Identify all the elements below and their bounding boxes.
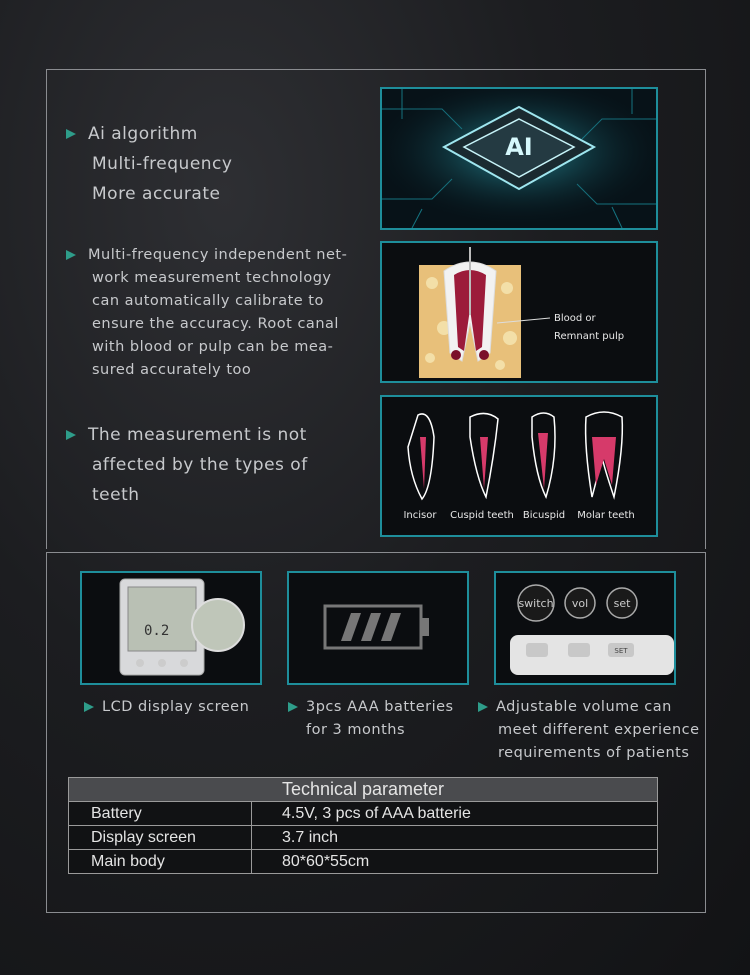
teeth-types-image [380, 395, 658, 537]
frame-right-line [705, 69, 706, 549]
bullet-icon [478, 702, 488, 712]
feature-teeth-text: The measurement is not affected by the types of teeth [66, 420, 308, 510]
table-row [69, 850, 658, 874]
bullet-icon [66, 129, 76, 139]
root-canal-image [380, 241, 658, 383]
svg-text:0.2: 0.2 [144, 623, 170, 639]
param-value: 4.5V, 3 pcs of AAA batterie [252, 802, 658, 826]
param-value: 80*60*55cm [252, 850, 658, 874]
feature-ai-text: Ai algorithm Multi-frequency More accurate [66, 119, 232, 209]
switch-label: switch [518, 597, 554, 610]
set-label: set [613, 597, 631, 610]
volume-buttons-image [494, 571, 676, 685]
table-row [69, 826, 658, 850]
frame-top-line [46, 69, 706, 70]
ai-chip-label: AI [505, 133, 533, 161]
ai-chip-image [380, 87, 658, 230]
tech-param-table [68, 777, 658, 874]
lcd-device-image [80, 571, 262, 685]
param-value: 3.7 inch [252, 826, 658, 850]
lcd-caption: LCD display screen [84, 696, 249, 719]
tooth-label-bicuspid: Bicuspid [522, 510, 566, 521]
battery-caption: 3pcs AAA batteries for 3 months [288, 696, 454, 742]
frame-left-line [46, 69, 47, 549]
volume-caption: Adjustable volume can meet different experience requirements of patients [478, 696, 700, 765]
battery-image [287, 571, 469, 685]
frame-bottom-line [46, 912, 706, 913]
param-key: Display screen [69, 826, 252, 850]
battery-icon [289, 573, 467, 683]
param-key: Main body [69, 850, 252, 874]
tech-param-title: Technical parameter [69, 778, 658, 802]
vol-label: vol [571, 597, 589, 610]
frame-mid-line [46, 552, 706, 553]
incisor-icon [408, 414, 434, 499]
tooth-label-cuspid: Cuspid teeth [450, 510, 514, 521]
tooth-label-molar: Molar teeth [577, 510, 635, 521]
bullet-icon [288, 702, 298, 712]
tooth-label-incisor: Incisor [403, 510, 437, 521]
table-header-row [69, 778, 658, 802]
set-key-label: SET [614, 647, 628, 655]
param-key: Battery [69, 802, 252, 826]
bullet-icon [66, 430, 76, 440]
pulp-caption-2: Remnant pulp [554, 331, 625, 342]
frame-right-line-2 [705, 552, 706, 913]
pulp-caption-1: Blood or [554, 313, 596, 324]
feature-multifreq-text: Multi-frequency independent net- work measurement technology can automatically calibrate to ensure the accuracy. Root canal with blood or pulp can be mea- sured accurately too [66, 244, 347, 382]
bullet-icon [84, 702, 94, 712]
bullet-icon [66, 250, 76, 260]
ai-chip-icon [382, 89, 656, 228]
frame-left-line-2 [46, 552, 47, 913]
table-row [69, 802, 658, 826]
